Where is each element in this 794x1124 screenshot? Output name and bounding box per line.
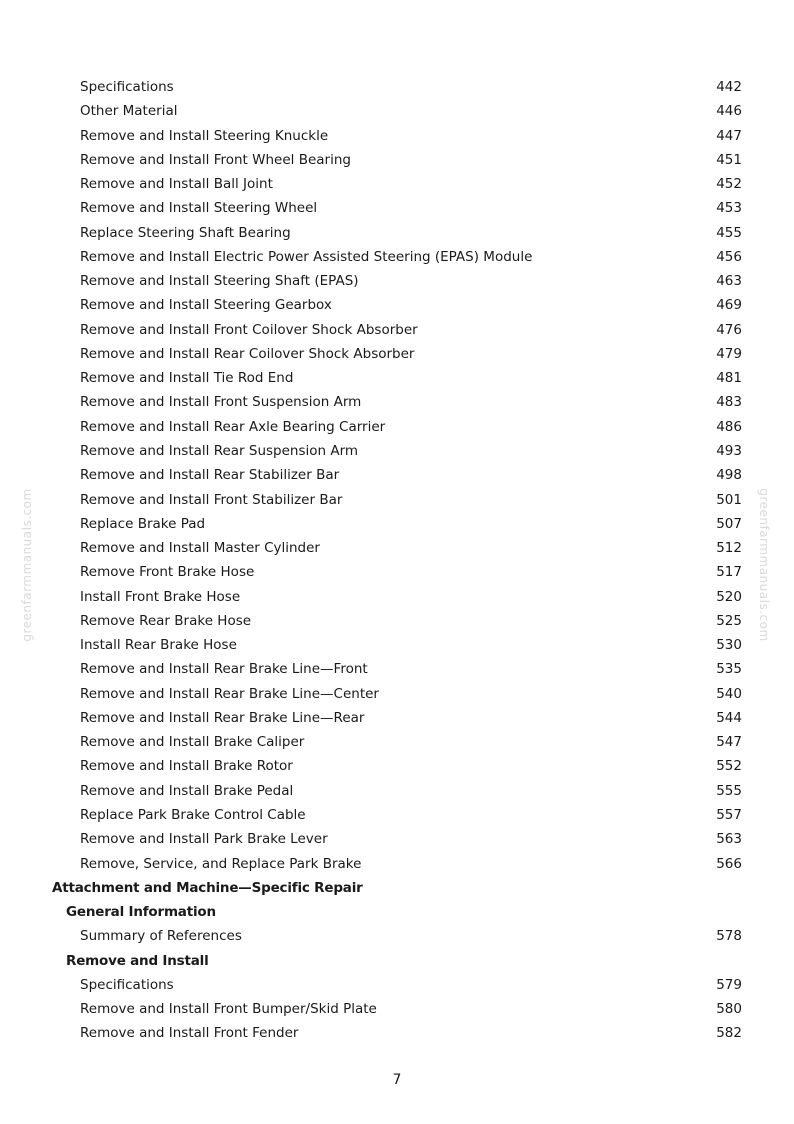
toc-section-heading[interactable] — [0, 876, 794, 900]
toc-entry-page: 578 — [716, 928, 742, 945]
toc-entry-page: 456 — [716, 248, 742, 265]
toc-entry[interactable] — [0, 439, 794, 463]
toc-entry[interactable] — [0, 730, 794, 754]
toc-entry-page: 557 — [716, 806, 742, 823]
toc-entry-title: Specifications — [80, 976, 174, 993]
toc-entry-title: Remove Front Brake Hose — [80, 564, 255, 581]
toc-entry[interactable] — [0, 415, 794, 439]
toc-entry[interactable] — [0, 75, 794, 99]
toc-entry-page: 544 — [716, 709, 742, 726]
toc-entry-page: 555 — [716, 782, 742, 799]
toc-entry[interactable] — [0, 293, 794, 317]
toc-entry[interactable] — [0, 221, 794, 245]
toc-entry-page: 501 — [716, 491, 742, 508]
toc-entry-page: 481 — [716, 370, 742, 387]
toc-entry-page: 552 — [716, 758, 742, 775]
toc-entry-title: Replace Steering Shaft Bearing — [80, 224, 291, 241]
toc-entry-title: Remove and Install Front Stabilizer Bar — [80, 491, 343, 508]
toc-entry-page: 517 — [716, 564, 742, 581]
toc-entry[interactable] — [0, 706, 794, 730]
toc-entry-page: 547 — [716, 734, 742, 751]
toc-entry-title: Remove and Install Rear Axle Bearing Carrier — [80, 418, 386, 435]
toc-entry[interactable] — [0, 124, 794, 148]
toc-entry-title: Remove and Install Steering Gearbox — [80, 297, 332, 314]
toc-entry-title: Replace Brake Pad — [80, 515, 206, 532]
toc-entry-page: 540 — [716, 685, 742, 702]
toc-entry-title: Remove and Install Front Bumper/Skid Plate — [80, 1001, 377, 1018]
toc-entry[interactable] — [0, 633, 794, 657]
toc-entry-title: Remove and Install Front Coilover Shock Absorber — [80, 321, 418, 338]
toc-entry-page: 453 — [716, 200, 742, 217]
toc-entry[interactable] — [0, 1021, 794, 1045]
toc-entry-page: 451 — [716, 151, 742, 168]
toc-entry[interactable] — [0, 779, 794, 803]
toc-entry-title: Install Front Brake Hose — [80, 588, 241, 605]
toc-entry-page: 493 — [716, 442, 742, 459]
toc-entry-page: 512 — [716, 540, 742, 557]
toc-entry[interactable] — [0, 99, 794, 123]
toc-entry-page: 563 — [716, 831, 742, 848]
toc-entry[interactable] — [0, 827, 794, 851]
toc-entry-title: Remove and Install Front Fender — [80, 1025, 299, 1042]
toc-entry-title: Specifications — [80, 79, 174, 95]
toc-entry-page: 455 — [716, 224, 742, 241]
toc-entry-title: Remove and Install Steering Knuckle — [80, 127, 329, 144]
toc-entry-page: 483 — [716, 394, 742, 411]
toc-entry[interactable] — [0, 609, 794, 633]
toc-entry[interactable] — [0, 488, 794, 512]
toc-entry-title: General Information — [66, 904, 216, 921]
toc-entry-title: Remove and Install Rear Brake Line—Center — [80, 685, 379, 702]
watermark-right: greenfarmmanuals.com — [757, 488, 771, 642]
toc-entry-title: Remove and Install Brake Rotor — [80, 758, 293, 775]
toc-entry[interactable] — [0, 657, 794, 681]
toc-entry-title: Remove Rear Brake Hose — [80, 612, 252, 629]
toc-entry-title: Remove and Install Rear Brake Line—Front — [80, 661, 368, 678]
toc-entry-title: Remove and Install Brake Pedal — [80, 782, 294, 799]
toc-entry[interactable] — [0, 973, 794, 997]
toc-entry[interactable] — [0, 148, 794, 172]
toc-entry[interactable] — [0, 585, 794, 609]
toc-subsection-heading[interactable] — [0, 900, 794, 924]
toc-entry-title: Replace Park Brake Control Cable — [80, 806, 306, 823]
toc-entry[interactable] — [0, 318, 794, 342]
toc-entry-title: Remove and Install Steering Wheel — [80, 200, 318, 217]
toc-entry[interactable] — [0, 463, 794, 487]
toc-entry[interactable] — [0, 196, 794, 220]
toc-entry-title: Other Material — [80, 103, 178, 120]
toc-entry-page: 566 — [716, 855, 742, 872]
watermark-left: greenfarmmanuals.com — [20, 488, 34, 642]
toc-entry[interactable] — [0, 560, 794, 584]
toc-entry-page: 525 — [716, 612, 742, 629]
toc-entry-page: 463 — [716, 273, 742, 290]
toc-entry-title: Remove and Install Rear Brake Line—Rear — [80, 709, 365, 726]
toc-entry-page: 446 — [716, 103, 742, 120]
toc-entry-title: Remove and Install Master Cylinder — [80, 540, 320, 557]
toc-entry[interactable] — [0, 852, 794, 876]
toc-entry-page: 442 — [716, 79, 742, 95]
toc-entry-page: 498 — [716, 467, 742, 484]
toc-entry-page: 469 — [716, 297, 742, 314]
toc-entry-page: 520 — [716, 588, 742, 605]
toc-entry[interactable] — [0, 390, 794, 414]
toc-entry[interactable] — [0, 754, 794, 778]
toc-entry-page: 582 — [716, 1025, 742, 1042]
toc-entry-page: 452 — [716, 176, 742, 193]
toc-entry-title: Attachment and Machine—Specific Repair — [52, 879, 363, 896]
toc-entry-title: Remove and Install Tie Rod End — [80, 370, 294, 387]
toc-entry[interactable] — [0, 536, 794, 560]
toc-entry-title: Remove and Install Electric Power Assisted Steering (EPAS) Module — [80, 248, 533, 265]
toc-entry-title: Install Rear Brake Hose — [80, 637, 237, 654]
page-number: 7 — [392, 1072, 402, 1088]
toc-entry-title: Remove and Install Park Brake Lever — [80, 831, 328, 848]
toc-entry[interactable] — [0, 512, 794, 536]
toc-entry[interactable] — [0, 245, 794, 269]
toc-entry-title: Remove and Install — [66, 952, 209, 969]
toc-entry-title: Remove and Install Front Wheel Bearing — [80, 151, 351, 168]
toc-entry[interactable] — [0, 803, 794, 827]
toc-entry-title: Remove and Install Steering Shaft (EPAS) — [80, 273, 359, 290]
toc-entry-title: Remove and Install Brake Caliper — [80, 734, 305, 751]
toc-entry-page: 476 — [716, 321, 742, 338]
table-of-contents — [0, 75, 794, 1046]
toc-entry-page: 447 — [716, 127, 742, 144]
toc-entry-page: 579 — [716, 976, 742, 993]
toc-entry-page: 530 — [716, 637, 742, 654]
toc-entry[interactable] — [0, 682, 794, 706]
toc-entry-page: 535 — [716, 661, 742, 678]
toc-entry-title: Remove and Install Front Suspension Arm — [80, 394, 362, 411]
toc-entry-title: Remove and Install Rear Suspension Arm — [80, 442, 359, 459]
toc-entry[interactable] — [0, 924, 794, 948]
toc-entry-title: Summary of References — [80, 928, 242, 945]
toc-entry-title: Remove and Install Rear Coilover Shock Absorber — [80, 345, 415, 362]
toc-entry-page: 486 — [716, 418, 742, 435]
toc-entry[interactable] — [0, 366, 794, 390]
toc-entry-title: Remove and Install Ball Joint — [80, 176, 273, 193]
toc-subsection-heading[interactable] — [0, 949, 794, 973]
toc-entry-title: Remove and Install Rear Stabilizer Bar — [80, 467, 340, 484]
toc-entry-page: 580 — [716, 1001, 742, 1018]
toc-entry-title: Remove, Service, and Replace Park Brake — [80, 855, 362, 872]
toc-entry[interactable] — [0, 997, 794, 1021]
toc-entry-page: 507 — [716, 515, 742, 532]
toc-entry-page: 479 — [716, 345, 742, 362]
toc-entry[interactable] — [0, 269, 794, 293]
toc-entry[interactable] — [0, 342, 794, 366]
toc-entry[interactable] — [0, 172, 794, 196]
